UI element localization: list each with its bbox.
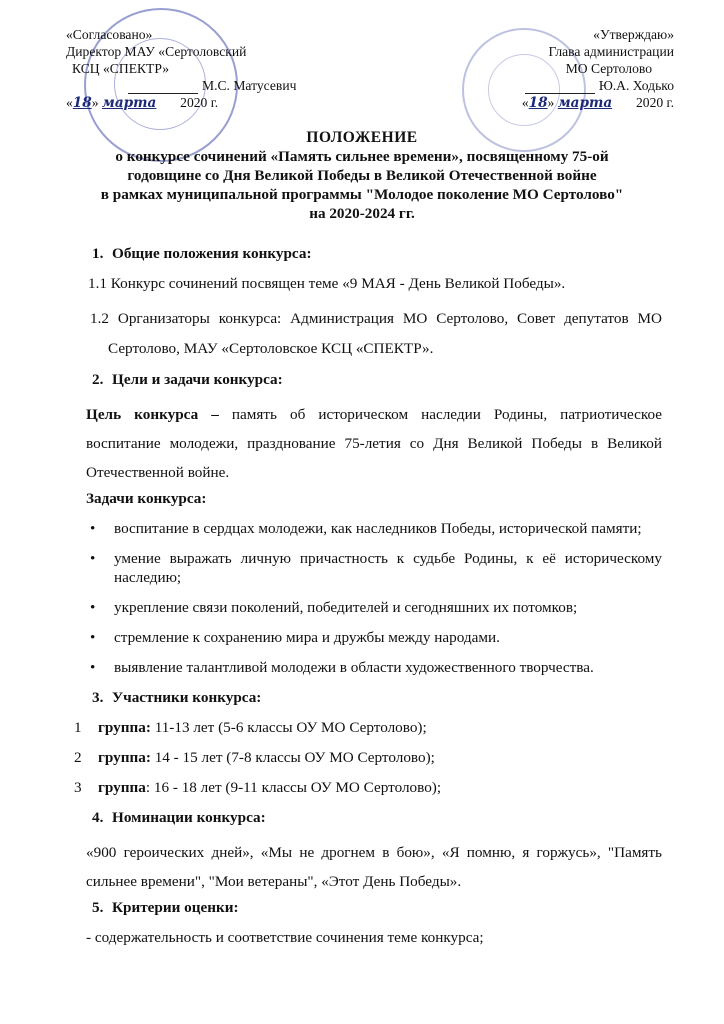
approval-right-date: «18» марта 2020 г. bbox=[521, 95, 674, 111]
approval-right-line3: МО Сертолово bbox=[565, 61, 652, 76]
title-line3: в рамках муниципальной программы "Молодое поколение МО Сертолово" bbox=[100, 186, 624, 203]
participant-group-1: 1 группа: 11-13 лет (5-6 классы ОУ МО Сертолово); bbox=[74, 719, 427, 736]
section-1-heading: 1. Общие положения конкурса: bbox=[92, 245, 312, 262]
approval-right-name: Ю.А. Ходько bbox=[598, 78, 674, 93]
tasks-heading: Задачи конкурса: bbox=[86, 490, 207, 507]
approval-left-line3: КСЦ «СПЕКТР» bbox=[72, 61, 170, 76]
approval-right-line1: «Утверждаю» bbox=[593, 27, 674, 42]
approval-right-day: 18 bbox=[528, 95, 548, 111]
list-item: • воспитание в сердцах молодежи, как наследников Победы, исторической памяти; bbox=[90, 519, 662, 538]
document-body bbox=[74, 244, 662, 958]
section-4-heading: 4. Номинации конкурса: bbox=[92, 809, 266, 826]
approval-right-line2: Глава администрации bbox=[548, 44, 674, 59]
approval-left-day: 18 bbox=[72, 95, 92, 111]
document-title bbox=[40, 128, 684, 223]
title-main: ПОЛОЖЕНИЕ bbox=[306, 129, 418, 146]
approval-right-signature bbox=[434, 77, 674, 94]
list-item: • выявление талантливой молодежи в области художественного творчества. bbox=[90, 658, 662, 677]
approval-left-line1: «Согласовано» bbox=[66, 27, 153, 42]
approval-block-left bbox=[66, 26, 306, 112]
approval-right-month: марта bbox=[557, 95, 613, 111]
list-item: • укрепление связи поколений, победителей и сегодняшних их потомков; bbox=[90, 598, 662, 617]
criteria-item-1: - содержательность и соответствие сочинения теме конкурса; bbox=[86, 929, 484, 946]
approval-block-right bbox=[434, 26, 674, 112]
title-line1: о конкурсе сочинений «Память сильнее времени», посвященному 75-ой bbox=[115, 148, 609, 165]
approval-left-month: марта bbox=[101, 95, 157, 111]
nominations-text: «900 героических дней», «Мы не дрогнем в бою», «Я помню, я горжусь», "Память сильнее времени", "Мои ветераны", «Этот День Победы». bbox=[86, 844, 662, 890]
goal-text: память об историческом наследии Родины, патриотическое воспитание молодежи, празднование 75-летия со Дня Великой Победы в Великой Отечественной войне. bbox=[86, 406, 662, 481]
approval-left-name: М.С. Матусевич bbox=[202, 78, 297, 93]
approval-right-year: 2020 г. bbox=[635, 95, 674, 110]
approval-left-date: «18» марта 2020 г. bbox=[66, 95, 219, 111]
approval-left-year: 2020 г. bbox=[180, 95, 219, 110]
section-5-heading: 5. Критерии оценки: bbox=[92, 899, 239, 916]
goal-label: Цель конкурса – bbox=[86, 406, 219, 423]
approval-left-signature bbox=[66, 77, 306, 94]
title-line4: на 2020-2024 гг. bbox=[309, 205, 415, 222]
participant-group-2: 2 группа: 14 - 15 лет (7-8 классы ОУ МО Сертолово); bbox=[74, 749, 435, 766]
list-item: • умение выражать личную причастность к судьбе Родины, к её историческому наследию; bbox=[90, 549, 662, 587]
approval-left-line2: Директор МАУ «Сертоловский bbox=[66, 44, 247, 59]
section-1-item-2: 1.2 Организаторы конкурса: Администрация МО Сертолово, Совет депутатов МО Сертолово, МАУ «Сертоловское КСЦ «СПЕКТР». bbox=[90, 310, 662, 357]
section-2-heading: 2. Цели и задачи конкурса: bbox=[92, 371, 283, 388]
section-2-goal bbox=[86, 400, 662, 487]
title-line2: годовщине со Дня Великой Победы в Великой Отечественной войне bbox=[127, 167, 597, 184]
list-item: • стремление к сохранению мира и дружбы между народами. bbox=[90, 628, 662, 647]
participant-group-3: 3 группа: 16 - 18 лет (9-11 классы ОУ МО Сертолово); bbox=[74, 779, 442, 796]
section-3-heading: 3. Участники конкурса: bbox=[92, 689, 262, 706]
tasks-list bbox=[90, 519, 662, 677]
section-1-item-1: 1.1 Конкурс сочинений посвящен теме «9 МАЯ - День Великой Победы». bbox=[88, 275, 566, 292]
